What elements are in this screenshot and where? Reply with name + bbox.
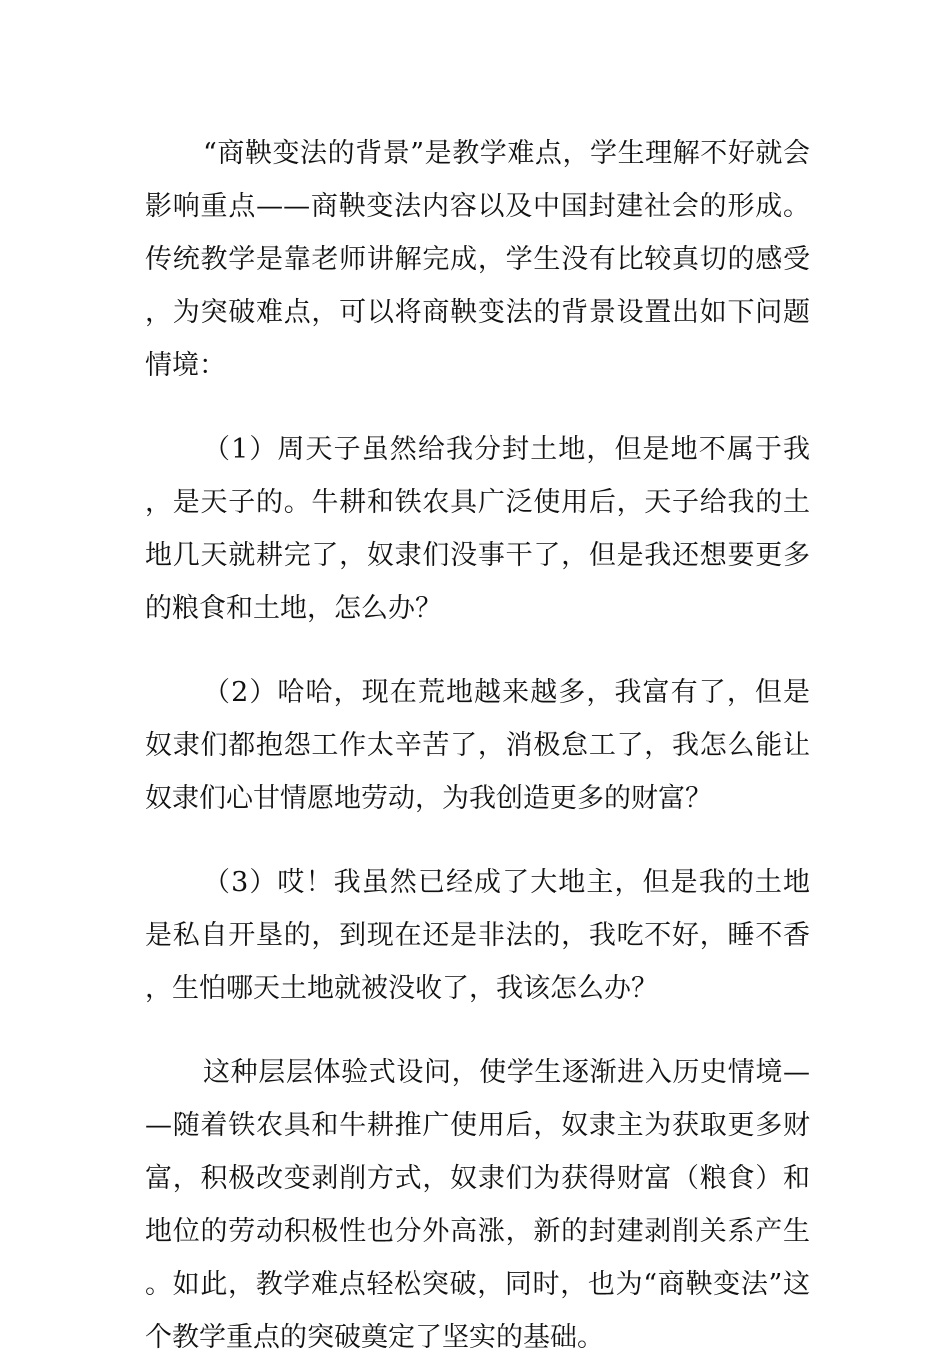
paragraph-question-3: （3）哎！我虽然已经成了大地主，但是我的土地是私自开垦的，到现在还是非法的，我吃不好，睡不香，生怕哪天土地就被没收了，我该怎么办？: [145, 867, 810, 1004]
paragraph-conclusion: 这种层层体验式设问，使学生逐渐进入历史情境——随着铁农具和牛耕推广使用后，奴隶主为获取更多财富，积极改变剥削方式，奴隶们为获得财富（粮食）和地位的劳动积极性也分外高涨，新的封建剥削关系产生。如此，教学难点轻松突破，同时，也为“商鞅变法”这个教学重点的突破奠定了坚实的基础。: [145, 1057, 810, 1353]
paragraph-intro: “商鞅变法的背景”是教学难点，学生理解不好就会影响重点——商鞅变法内容以及中国封建社会的形成。传统教学是靠老师讲解完成，学生没有比较真切的感受，为突破难点，可以将商鞅变法的背景设置出如下问题情境：: [145, 138, 810, 381]
document-body: [145, 127, 810, 1364]
paragraph-question-1: （1）周天子虽然给我分封土地，但是地不属于我，是天子的。牛耕和铁农具广泛使用后，天子给我的土地几天就耕完了，奴隶们没事干了，但是我还想要更多的粮食和土地，怎么办？: [145, 434, 810, 624]
paragraph-question-2: （2）哈哈，现在荒地越来越多，我富有了，但是奴隶们都抱怨工作太辛苦了，消极怠工了，我怎么能让奴隶们心甘情愿地劳动，为我创造更多的财富？: [145, 677, 810, 814]
